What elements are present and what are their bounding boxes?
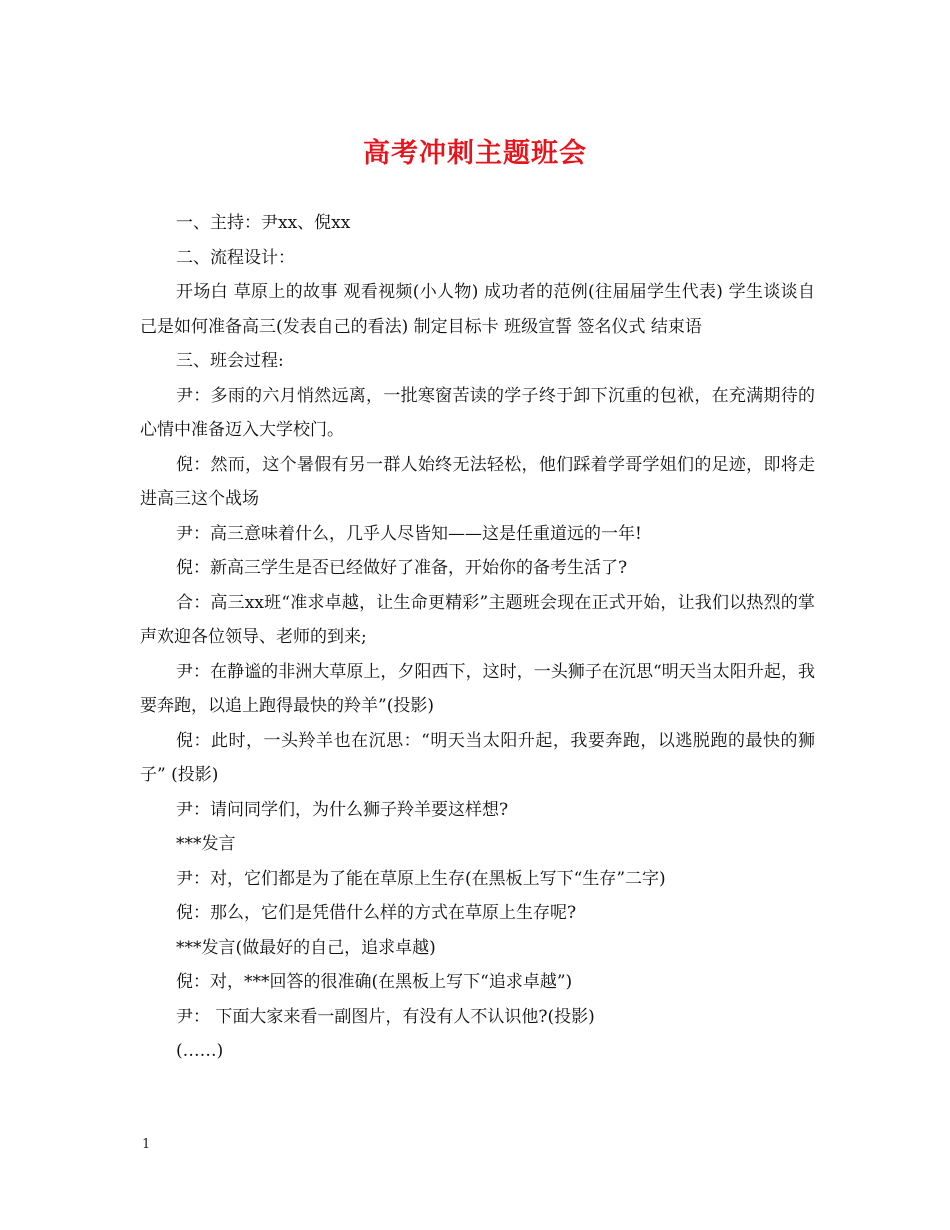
- paragraph-dialogue: 合：高三xx班“准求卓越，让生命更精彩”主题班会现在正式开始，让我们以热烈的掌声欢迎各位领导、老师的到来;: [140, 592, 815, 647]
- paragraph-dialogue: 倪：那么，它们是凭借什么样的方式在草原上生存呢?: [176, 903, 577, 923]
- paragraph-host: 一、主持：尹xx、倪xx: [176, 213, 351, 233]
- paragraph-dialogue: 倪：此时，一头羚羊也在沉思：“明天当太阳升起，我要奔跑，以逃脱跑的最快的狮子” (投影): [140, 730, 815, 785]
- paragraph-flow-steps: 开场白 草原上的故事 观看视频(小人物) 成功者的范例(往届届学生代表) 学生谈谈自己是如何准备高三(发表自己的看法) 制定目标卡 班级宣誓 签名仪式 结束语: [140, 282, 815, 337]
- paragraph-dialogue: 倪：然而，这个暑假有另一群人始终无法轻松，他们踩着学哥学姐们的足迹，即将走进高三这个战场: [140, 454, 815, 509]
- paragraph-dialogue: ***发言(做最好的自己，追求卓越): [176, 937, 436, 958]
- document-title: 高考冲刺主题班会: [363, 138, 587, 169]
- paragraph-dialogue: 尹：在静谧的非洲大草原上，夕阳西下，这时，一头狮子在沉思“明天当太阳升起，我要奔跑，以追上跑得最快的羚羊”(投影): [140, 661, 815, 716]
- paragraph-dialogue: 尹：对，它们都是为了能在草原上生存(在黑板上写下“生存”二字): [176, 868, 666, 889]
- paragraph-dialogue: 尹：请问同学们，为什么狮子羚羊要这样想?: [176, 799, 509, 820]
- paragraph-dialogue: 尹：高三意味着什么，几乎人尽皆知——这是任重道远的一年!: [176, 523, 642, 544]
- paragraph-ellipsis: (……): [176, 1041, 224, 1061]
- document-body: [140, 206, 815, 1069]
- paragraph-dialogue: 尹： 下面大家来看一副图片，有没有人不认识他?(投影): [176, 1006, 595, 1027]
- paragraph-dialogue: 倪：新高三学生是否已经做好了准备，开始你的备考生活了?: [176, 558, 628, 578]
- paragraph-dialogue: ***发言: [176, 834, 236, 854]
- paragraph-dialogue: 倪：对，***回答的很准确(在黑板上写下“追求卓越”): [176, 972, 573, 992]
- paragraph-process-heading: 三、班会过程:: [176, 351, 284, 371]
- paragraph-flow-heading: 二、流程设计：: [176, 247, 295, 268]
- paragraph-dialogue: 尹：多雨的六月悄然远离，一批寒窗苦读的学子终于卸下沉重的包袱，在充满期待的心情中准备迈入大学校门。: [140, 385, 815, 440]
- page-number: 1: [142, 1137, 151, 1152]
